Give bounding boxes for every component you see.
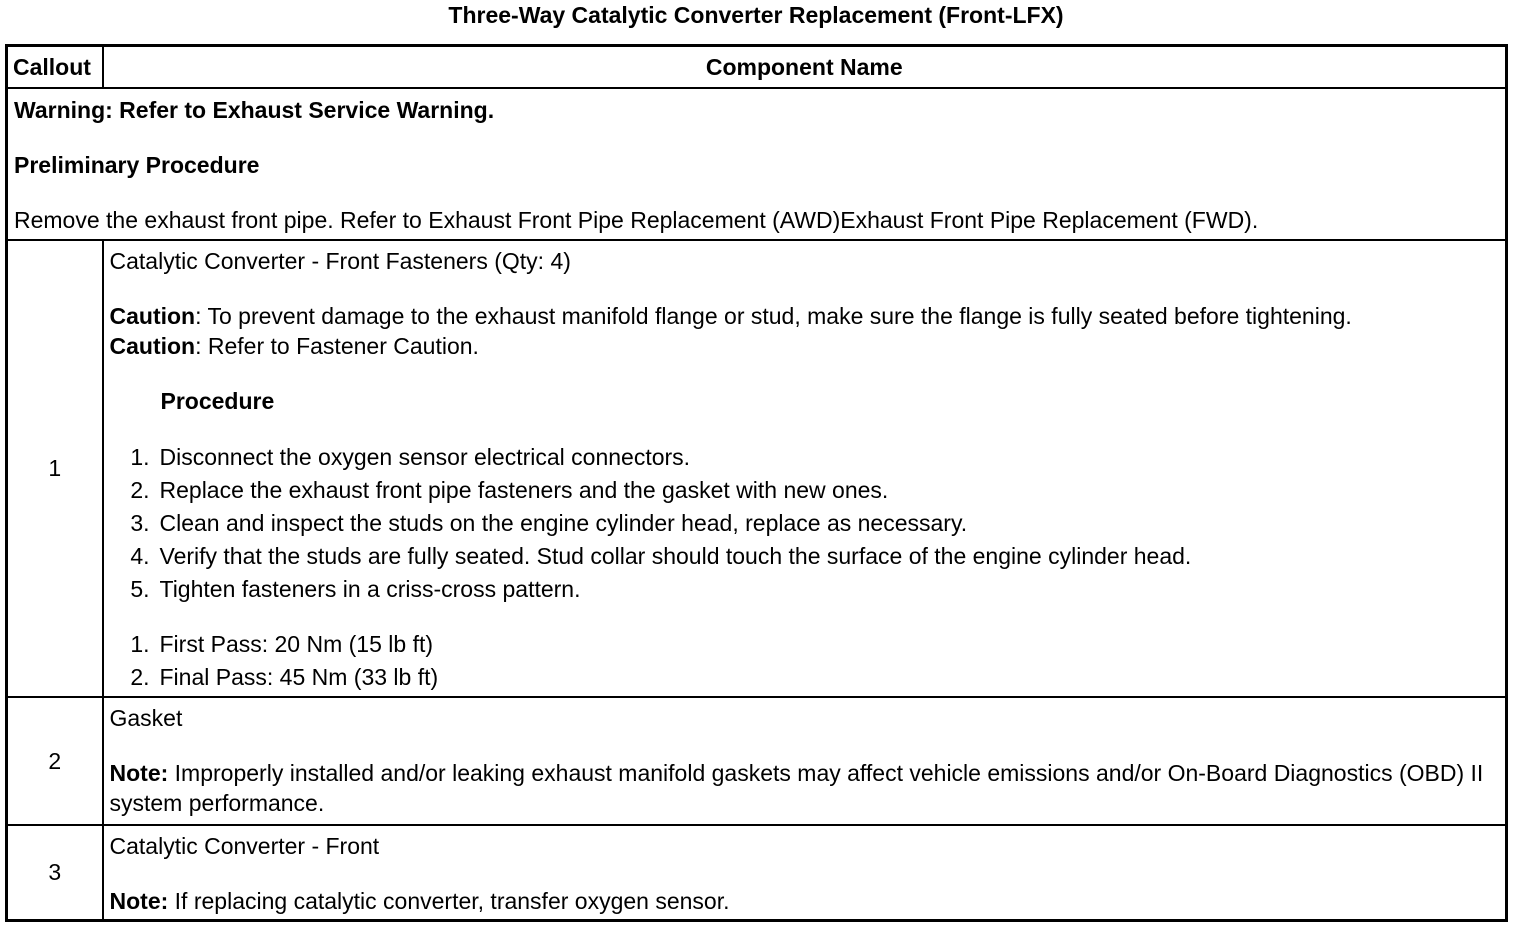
- caution-text: : Refer to Fastener Caution.: [195, 332, 479, 359]
- component-cell: [103, 825, 1507, 921]
- component-name: Catalytic Converter - Front: [109, 832, 380, 859]
- header-component-name: Component Name: [103, 46, 1507, 88]
- components-table: [5, 44, 1508, 922]
- pass-text: Final Pass: 45 Nm (33 lb ft): [159, 663, 439, 690]
- procedure-heading: Procedure: [160, 387, 275, 414]
- step-text: Disconnect the oxygen sensor electrical connectors.: [159, 443, 691, 470]
- preliminary-text: Remove the exhaust front pipe. Refer to Exhaust Front Pipe Replacement (AWD)Exhaust Front Pipe Replacement (FWD).: [14, 206, 1259, 233]
- note-label: Note:: [109, 887, 169, 914]
- preamble-row: [7, 88, 1507, 240]
- warning-text: Warning: Refer to Exhaust Service Warning.: [14, 96, 495, 123]
- step-text: Replace the exhaust front pipe fasteners and the gasket with new ones.: [159, 476, 889, 503]
- table-row: [7, 825, 1507, 921]
- caution-text: : To prevent damage to the exhaust manifold flange or stud, make sure the flange is fully seated before tightening.: [195, 302, 1352, 329]
- caution-label: Caution: [109, 332, 196, 359]
- list-item: [110, 573, 1500, 606]
- note-text: [110, 758, 1500, 818]
- step-text: Tighten fasteners in a criss-cross pattern.: [159, 575, 581, 602]
- component-name: Catalytic Converter - Front Fasteners (Qty: 4): [109, 247, 571, 274]
- component-name: Gasket: [109, 704, 183, 731]
- step-text: Clean and inspect the studs on the engine cylinder head, replace as necessary.: [159, 509, 968, 536]
- callout-number: 1: [7, 240, 103, 697]
- list-item: [110, 507, 1500, 540]
- caution-line: [110, 331, 1500, 361]
- pass-text: First Pass: 20 Nm (15 lb ft): [159, 630, 434, 657]
- callout-number: 3: [7, 825, 103, 921]
- header-callout: Callout: [7, 46, 103, 88]
- note-body: If replacing catalytic converter, transfer oxygen sensor.: [168, 887, 730, 914]
- step-number: 3.: [130, 509, 150, 536]
- table-header-row: [7, 46, 1507, 88]
- list-item: [110, 441, 1500, 474]
- pass-number: 1.: [130, 630, 150, 657]
- callout-number: 2: [7, 697, 103, 825]
- step-number: 5.: [130, 575, 150, 602]
- step-number: 2.: [130, 476, 150, 503]
- list-item: [110, 661, 1500, 694]
- table-row: [7, 697, 1507, 825]
- preliminary-heading: Preliminary Procedure: [14, 151, 260, 178]
- note-text: [110, 886, 1500, 916]
- note-body: Improperly installed and/or leaking exhaust manifold gaskets may affect vehicle emissions and/or On-Board Diagnostics (OBD) II system performance.: [109, 759, 1484, 816]
- list-item: [110, 474, 1500, 507]
- caution-label: Caution: [109, 302, 196, 329]
- component-cell: [103, 697, 1507, 825]
- pass-number: 2.: [130, 663, 150, 690]
- component-cell: [103, 240, 1507, 697]
- caution-line: [110, 301, 1500, 331]
- step-number: 1.: [130, 443, 150, 470]
- preamble-cell: [7, 88, 1507, 240]
- step-text: Verify that the studs are fully seated. Stud collar should touch the surface of the engine cylinder head.: [159, 542, 1192, 569]
- list-item: [110, 540, 1500, 573]
- table-row: [7, 240, 1507, 697]
- list-item: [110, 628, 1500, 661]
- torque-passes: [110, 628, 1500, 694]
- page-title: Three-Way Catalytic Converter Replacement (Front-LFX): [448, 2, 1064, 28]
- step-number: 4.: [130, 542, 150, 569]
- procedure-steps: [110, 441, 1500, 606]
- note-label: Note:: [109, 759, 169, 786]
